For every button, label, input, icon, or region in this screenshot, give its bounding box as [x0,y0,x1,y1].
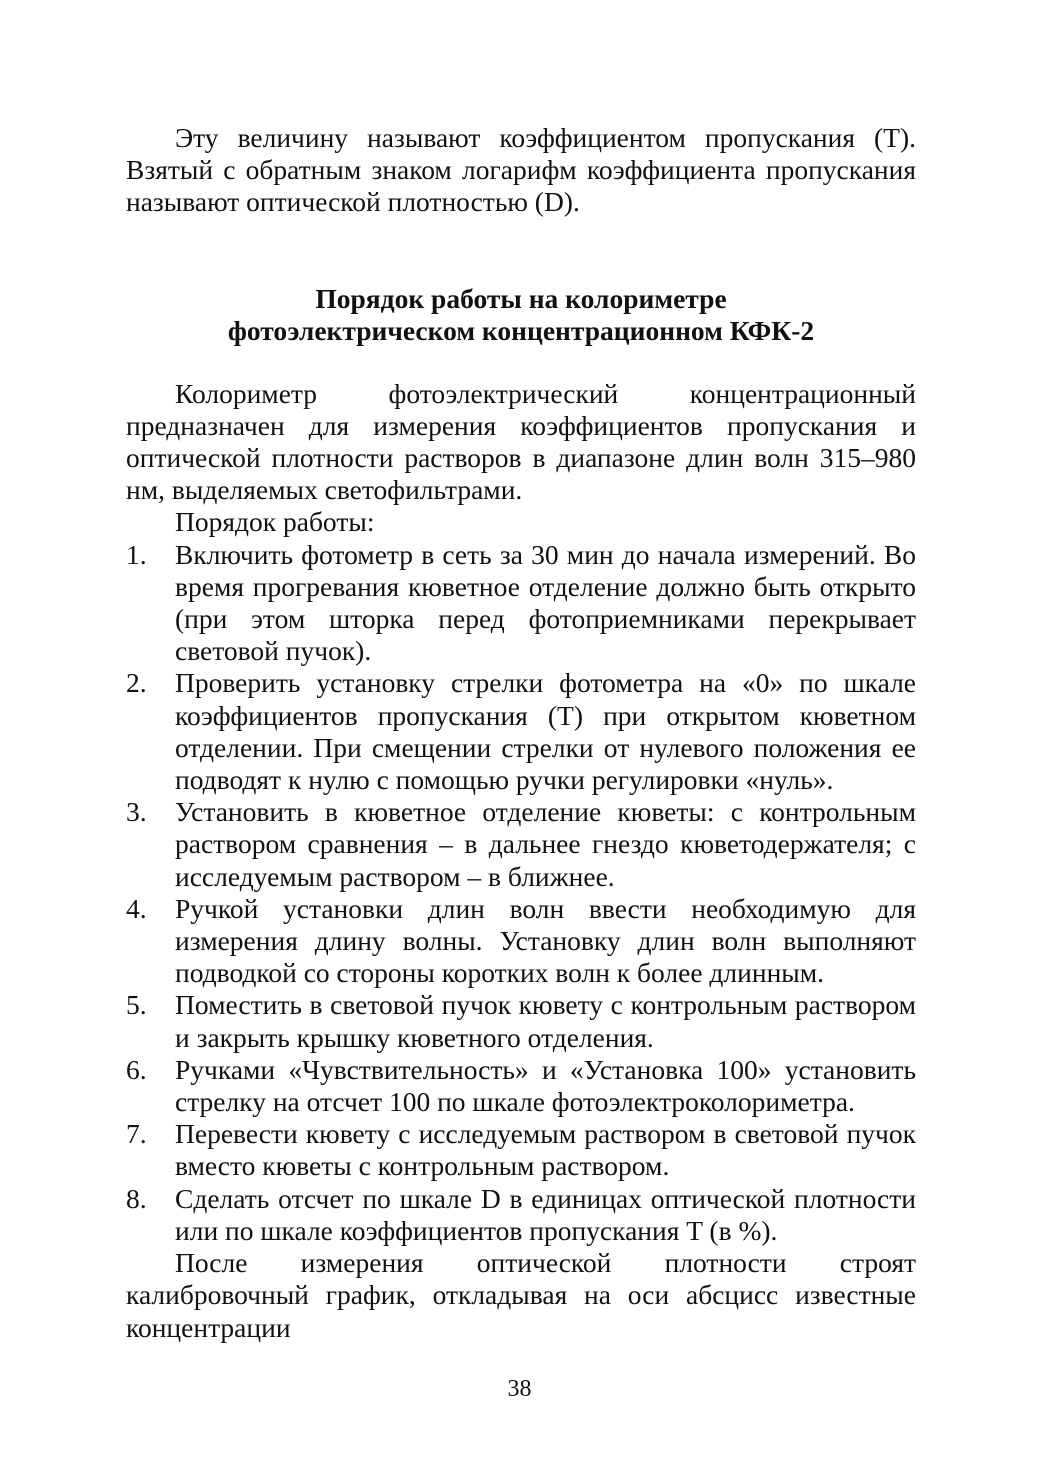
list-item [126,893,916,990]
intro-paragraph: Эту величину называют коэффициентом пропускания (T). Взятый с обратным знаком логарифм коэффициента пропускания называют оптической плотностью (D). [126,122,916,218]
procedure-label: Порядок работы: [175,506,375,538]
procedure-steps-list [126,539,916,1247]
step-text: Перевести кювету с исследуемым раствором в световой пучок вместо кюветы с контрольным раствором. [175,1118,916,1182]
list-item [126,667,916,796]
description-paragraph: Колориметр фотоэлектрический концентрационный предназначен для измерения коэффициентов пропускания и оптической плотности растворов в диапазоне длин волн 315–980 нм, выделяемых светофильтрами. [126,377,916,506]
step-text: Проверить установку стрелки фотометра на «0» по шкале коэффициентов пропускания (T) при открытом кюветном отделении. При смещении стрелки от нулевого положения ее подводят к нулю с помощью ручки регулировки «нуль». [175,667,916,796]
list-item [126,1054,916,1118]
step-text: Включить фотометр в сеть за 30 мин до начала измерений. Во время прогревания кюветное отделение должно быть открыто (при этом шторка перед фотоприемниками перекрывает световой пучок). [175,538,916,667]
section-heading-line-1: Порядок работы на колориметре [315,282,727,314]
closing-paragraph: После измерения оптической плотности строят калибровочный график, откладывая на оси абсцисс известные концентрации [126,1247,916,1343]
step-text: Установить в кюветное отделение кюветы: с контрольным раствором сравнения – в дальнее гнездо кюветодержателя; с исследуемым раствором – в ближнее. [175,796,916,892]
step-number: 4. [126,892,147,924]
step-number: 3. [126,796,147,828]
list-item [126,989,916,1053]
list-item [126,1183,916,1247]
step-number: 7. [126,1118,147,1150]
step-text: Ручками «Чувствительность» и «Установка 100» установить стрелку на отсчет 100 по шкале фотоэлектроколориметра. [175,1053,916,1118]
page-body [126,122,916,1344]
step-number: 2. [126,667,147,699]
step-number: 1. [126,538,147,570]
step-text: Поместить в световой пучок кювету с контрольным раствором и закрыть крышку кюветного отделения. [175,989,916,1053]
step-text: Ручкой установки длин волн ввести необходимую для измерения длину волны. Установку длин волн выполняют подводкой со стороны коротких волн к более длинным. [175,892,916,989]
list-item [126,796,916,893]
list-item [126,1118,916,1182]
section-heading-line-2: фотоэлектрическом концентрационном КФК-2 [227,315,815,347]
step-number: 6. [126,1053,147,1085]
step-number: 5. [126,989,147,1021]
section-heading [126,283,916,348]
step-text: Сделать отсчет по шкале D в единицах оптической плотности или по шкале коэффициентов пропускания T (в %). [175,1182,916,1246]
list-item [126,539,916,668]
page-number: 38 [507,1376,532,1402]
step-number: 8. [126,1182,147,1214]
